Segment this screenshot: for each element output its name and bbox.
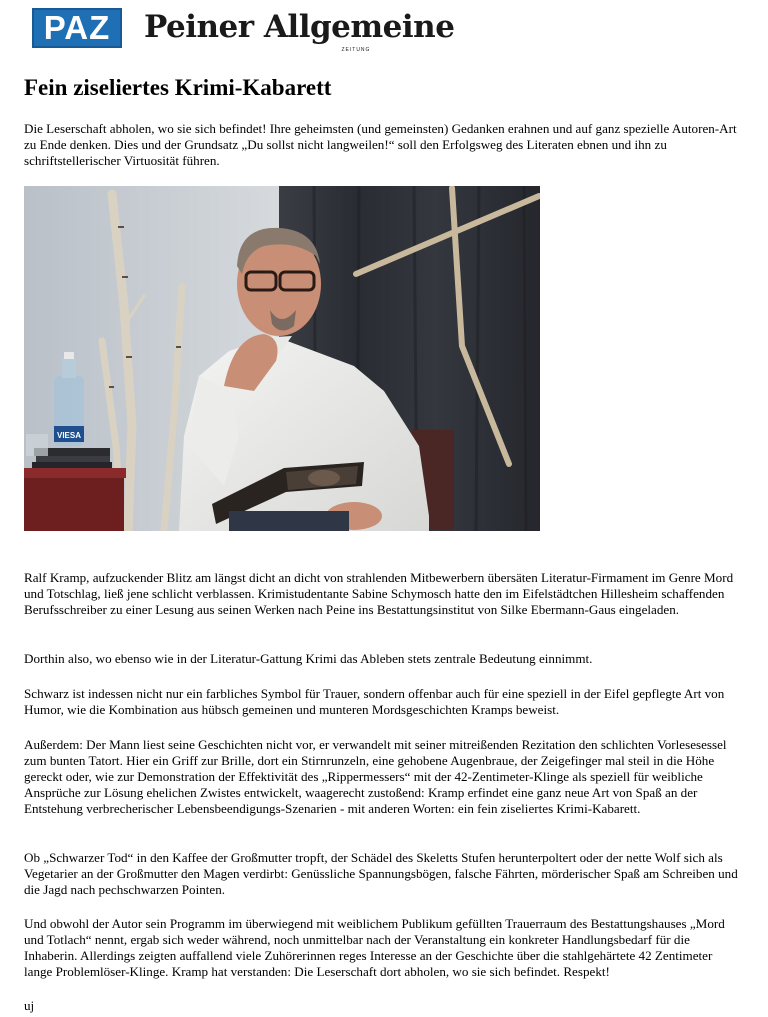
article-paragraph-3: Schwarz ist indessen nicht nur ein farbliches Symbol für Trauer, sondern offenbar auch für eine speziell in der Eifel gepflegte Art von Humor, wie die Kombination aus hübsch gemeinen und munteren Mordsgeschichten Kramps beweist. [24, 686, 725, 717]
newspaper-name: Peiner Allgemeine [144, 9, 455, 45]
article-title: Fein ziseliertes Krimi-Kabarett [24, 75, 332, 100]
article-author: uj [24, 998, 35, 1013]
masthead [32, 6, 455, 53]
article-paragraph-5: Ob „Schwarzer Tod“ in den Kaffee der Großmutter tropft, der Schädel des Skeletts Stufen herunterpoltert oder der nette Wolf sich als Vegetarier an der Großmutter den Magen verdirbt: Genüssliche Spannungsbögen, falsche Fährten, mörderischer Spaß am Schreiben und die Jagd nach pechschwarzen Pointen. [24, 850, 738, 897]
article-photo [24, 186, 540, 531]
article-lead: Die Leserschaft abholen, wo sie sich befindet! Ihre geheimsten (und gemeinsten) Gedanken erahnen und auf ganz spezielle Autoren-Art zu Ende denken. Dies und der Grundsatz „Du sollst nicht langweilen!“ soll den Erfolgsweg des Literaten ebnen und ihn zu schriftstellerischer Virtuosität führen. [24, 121, 737, 168]
article-paragraph-2: Dorthin also, wo ebenso wie in der Literatur-Gattung Krimi das Ableben stets zentrale Bedeutung einnimmt. [24, 651, 593, 666]
newspaper-name-logo [144, 9, 455, 53]
paz-logo: PAZ [32, 8, 122, 48]
photo-author-reading-illustration [24, 186, 540, 531]
article-paragraph-4: Außerdem: Der Mann liest seine Geschichten nicht vor, er verwandelt mit seiner mitreißenden Rezitation den schlichten Vorlesesessel zum bunten Tatort. Hier ein Griff zur Brille, dort ein Stirnrunzeln, eine gehobene Augenbraue, der Zeigefinger mal steil in die Höhe gereckt oder, wie zur Demonstration der Effektivität des „Rippermessers“ mit der 42-Zentimeter-Klinge als speziell für weibliche Ansprüche zur Lösung ehelichen Zwistes entwickelt, waagerecht zustoßend: Kramp erfindet eine ganz neue Art von Spaß an der Entstehung verbrecherischer Lebensbeendigungs-Szenarien - mit anderen Worten: ein fein ziseliertes Krimi-Kabarett. [24, 737, 727, 816]
newspaper-subtitle: ZEITUNG [341, 47, 371, 53]
article-paragraph-6: Und obwohl der Autor sein Programm im überwiegend mit weiblichem Publikum gefüllten Trauerraum des Bestattungshauses „Mord und Totlach“ nennt, ergab sich weder während, noch unmittelbar nach der Veranstaltung ein konkreter Handlungsbedarf für die Inhaberin. Allerdings zeigten auffallend viele Zuhörerinnen reges Interesse an der Geschichte über die stahlgehärtete 42 Zentimeter lange Problemlöser-Klinge. Kramp hat verstanden: Die Leserschaft dort abholen, wo sie sich befindet. Respekt! [24, 916, 725, 979]
bottle-label: VIESA [56, 431, 82, 440]
article-paragraph-1: Ralf Kramp, aufzuckender Blitz am längst dicht an dicht von strahlenden Mitbewerbern übersäten Literatur-Firmament im Genre Mord und Totschlag, ließ jene schlicht verblassen. Krimistudentante Sabine Schymosch hatte den im Eifelstädtchen Hillesheim schaffenden Berufsschreiber zu einer Lesung aus seinen Werken nach Peine ins Bestattungsinstitut von Silke Ebermann-Gaus eingeladen. [24, 570, 734, 617]
